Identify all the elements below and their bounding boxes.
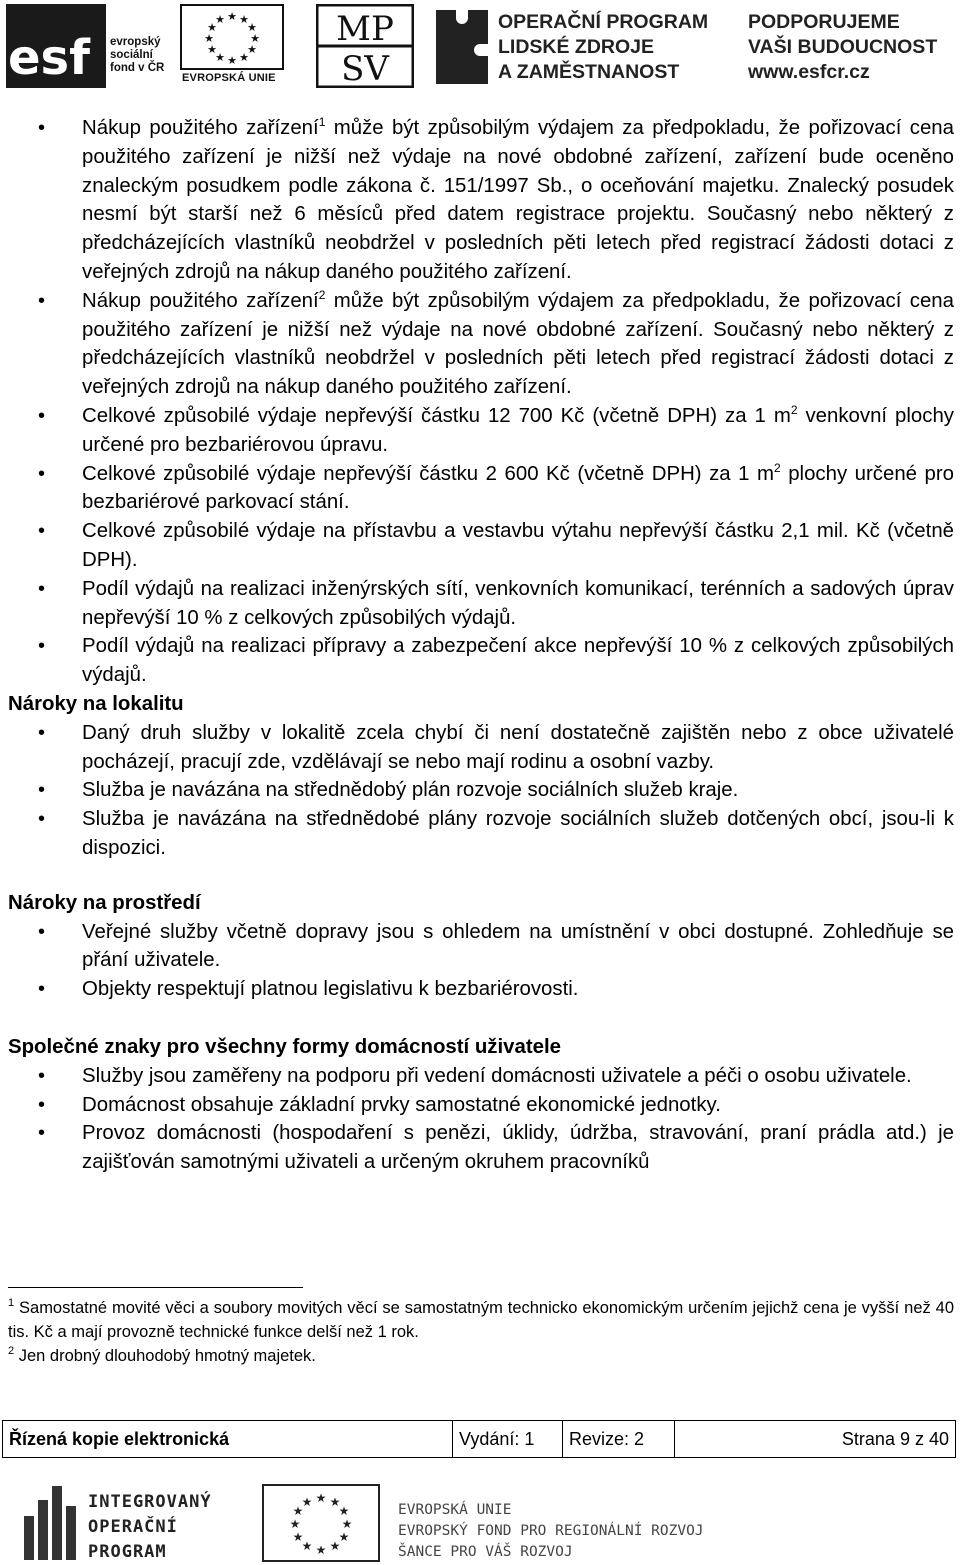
list-item: • Nákup použitého zařízení$^2$ může být způsobilým výdajem za předpokladu, že pořizovací cena použitého zařízení je nižší než výdaje na nové obdobné zařízení. Současný nebo některý z předcházejících vlastníků neobdržel v posledních pěti letech před registrací žádosti dotaci z veřejných zdrojů na nákup daného použitého zařízení. (8, 287, 954, 402)
list-item: • Provoz domácnosti (hospodaření s penězi, úklidy, údržba, stravování, praní prádla atd.) je zajišťován samotnými uživateli a určeným okruhem pracovníků (8, 1119, 954, 1177)
eu-flag-icon (180, 4, 284, 70)
page-header (0, 0, 960, 96)
svg-text:★: ★ (292, 1530, 304, 1544)
svg-text:★: ★ (239, 13, 249, 26)
list-item: • Celkové způsobilé výdaje nepřevýší částku 12 700 Kč (včetně DPH) za 1 $m^2$ venkovní plochy určené pro bezbariérovou úpravu. (8, 402, 954, 460)
heading-prostredi: Nároky na prostředí (8, 891, 201, 914)
page-number: Strana 9 z 40 (841, 1428, 949, 1449)
edition: Vydání: 1 (453, 1421, 563, 1457)
list-item: • Nákup použitého zařízení$^1$ může být způsobilým výdajem za předpokladu, že pořizovací cena použitého zařízení je nižší než výdaje na nové obdobné zařízení, zařízení bude oceněno znaleckým posudkem podle zákona č. 151/1997 Sb., o oceňování majetku. Znalecký posudek nesmí být starší než 6 měsíců před datem registrace projektu. Současný nebo některý z předcházejících vlastníků neobdržel v posledních pěti letech před registrací žádosti dotaci z veřejných zdrojů na nákup daného použitého zařízení. (8, 114, 954, 287)
svg-text:★: ★ (227, 54, 237, 67)
list-item: • Podíl výdajů na realizaci inženýrských sítí, venkovních komunikací, terénních a sadových úprav nepřevýší 10 % z celkových způsobilých výdajů. (8, 575, 954, 633)
esf-logo-icon (6, 4, 106, 88)
erdf-text: EVROPSKÁ UNIE EVROPSKÝ FOND PRO REGIONÁLNÍ ROZVOJ ŠANCE PRO VÁŠ ROZVOJ (398, 1502, 704, 1560)
svg-text:★: ★ (341, 1517, 353, 1531)
footnote-2: $^2$ Jen drobný dlouhodobý hmotný majetek. (8, 1345, 316, 1365)
svg-text:★: ★ (247, 43, 257, 56)
iop-logo-icon (24, 1486, 80, 1560)
esf-subtitle: evropský sociální fond v ČR (110, 36, 165, 74)
list-item: • Veřejné služby včetně dopravy jsou s ohledem na umístnění v obci dostupné. Zohledňuje se přání uživatele. (8, 918, 954, 976)
website-url: www.esfcr.cz (748, 61, 870, 83)
footnotes (8, 1296, 954, 1368)
list-item: • Služba je navázána na střednědobý plán rozvoje sociálních služeb kraje. (8, 776, 954, 805)
svg-text:★: ★ (315, 1491, 327, 1505)
esf-logo-word: esf (8, 30, 91, 86)
svg-text:★: ★ (215, 51, 225, 64)
svg-text:★: ★ (315, 1543, 327, 1557)
svg-text:★: ★ (207, 43, 217, 56)
list-item: • Domácnost obsahuje základní prvky samostatné ekonomické jednotky. (8, 1091, 954, 1120)
svg-text:★: ★ (204, 32, 214, 45)
list-item: • Celkové způsobilé výdaje nepřevýší částku 2 600 Kč (včetně DPH) za 1 $m^2$ plochy určené pro bezbariérové parkovací stání. (8, 460, 954, 518)
svg-text:★: ★ (338, 1530, 350, 1544)
eligibility-list (8, 114, 954, 690)
mpsv-bottom: SV (341, 49, 389, 88)
slogan: PODPORUJEME VAŠI BUDOUCNOST www.esfcr.cz (748, 11, 938, 83)
svg-text:★: ★ (329, 1539, 341, 1553)
list-item: • Služby jsou zaměřeny na podporu při vedení domácnosti uživatele a péči o osobu uživatele. (8, 1062, 954, 1091)
svg-text:★: ★ (247, 21, 257, 34)
heading-spolecne: Společné znaky pro všechny formy domácností uživatele (8, 1035, 561, 1058)
copy-status: Řízená kopie elektronická (3, 1421, 453, 1457)
document-body (8, 114, 954, 1177)
document-control-table (2, 1420, 956, 1458)
iop-title: INTEGROVANÝ OPERAČNÍ PROGRAM (88, 1492, 212, 1562)
svg-text:★: ★ (338, 1504, 350, 1518)
svg-text:★: ★ (292, 1504, 304, 1518)
prostredi-list (8, 918, 954, 1004)
op-program-title: OPERAČNÍ PROGRAM LIDSKÉ ZDROJE A ZAMĚSTNANOST (498, 11, 709, 83)
lokalita-list (8, 719, 954, 863)
eu-caption: EVROPSKÁ UNIE (182, 72, 276, 84)
list-item: • Objekty respektují platnou legislativu k bezbariérovosti. (8, 975, 954, 1004)
revision: Revize: 2 (563, 1421, 675, 1457)
svg-text:★: ★ (289, 1517, 301, 1531)
list-item: • Podíl výdajů na realizaci přípravy a zabezpečení akce nepřevýší 10 % z celkových způsobilých výdajů. (8, 632, 954, 690)
svg-text:★: ★ (215, 13, 225, 26)
list-item: • Celkové způsobilé výdaje na přístavbu a vestavbu výtahu nepřevýší částku 2,1 mil. Kč (včetně DPH). (8, 517, 954, 575)
heading-lokalita: Nároky na lokalitu (8, 692, 184, 715)
puzzle-logo-icon (432, 4, 492, 88)
footnote-divider (8, 1287, 303, 1288)
svg-text:★: ★ (329, 1495, 341, 1509)
svg-text:★: ★ (207, 21, 217, 34)
footnote-1: $^1$ Samostatné movité věci a soubory movitých věcí se samostatným technicko ekonomickým určením jejichž cena je vyšší než 40 tis. Kč a mají provozně technické funkce delší než 1 rok. (8, 1297, 954, 1341)
mpsv-logo-icon (316, 4, 414, 88)
svg-text:★: ★ (227, 10, 237, 23)
svg-text:★: ★ (301, 1539, 313, 1553)
svg-text:★: ★ (239, 51, 249, 64)
mpsv-top: MP (336, 9, 394, 49)
list-item: • Služba je navázána na střednědobé plány rozvoje sociálních služeb dotčených obcí, jsou-li k dispozici. (8, 805, 954, 863)
svg-text:★: ★ (301, 1495, 313, 1509)
svg-text:★: ★ (250, 32, 260, 45)
eu-flag-icon-bottom (262, 1484, 380, 1562)
spolecne-list (8, 1062, 954, 1177)
list-item: • Daný druh služby v lokalitě zcela chybí či není dostatečně zajištěn nebo z obce uživatelé pocházejí, pracují zde, vzdělávají se nebo mají rodinu a osobní vazby. (8, 719, 954, 777)
